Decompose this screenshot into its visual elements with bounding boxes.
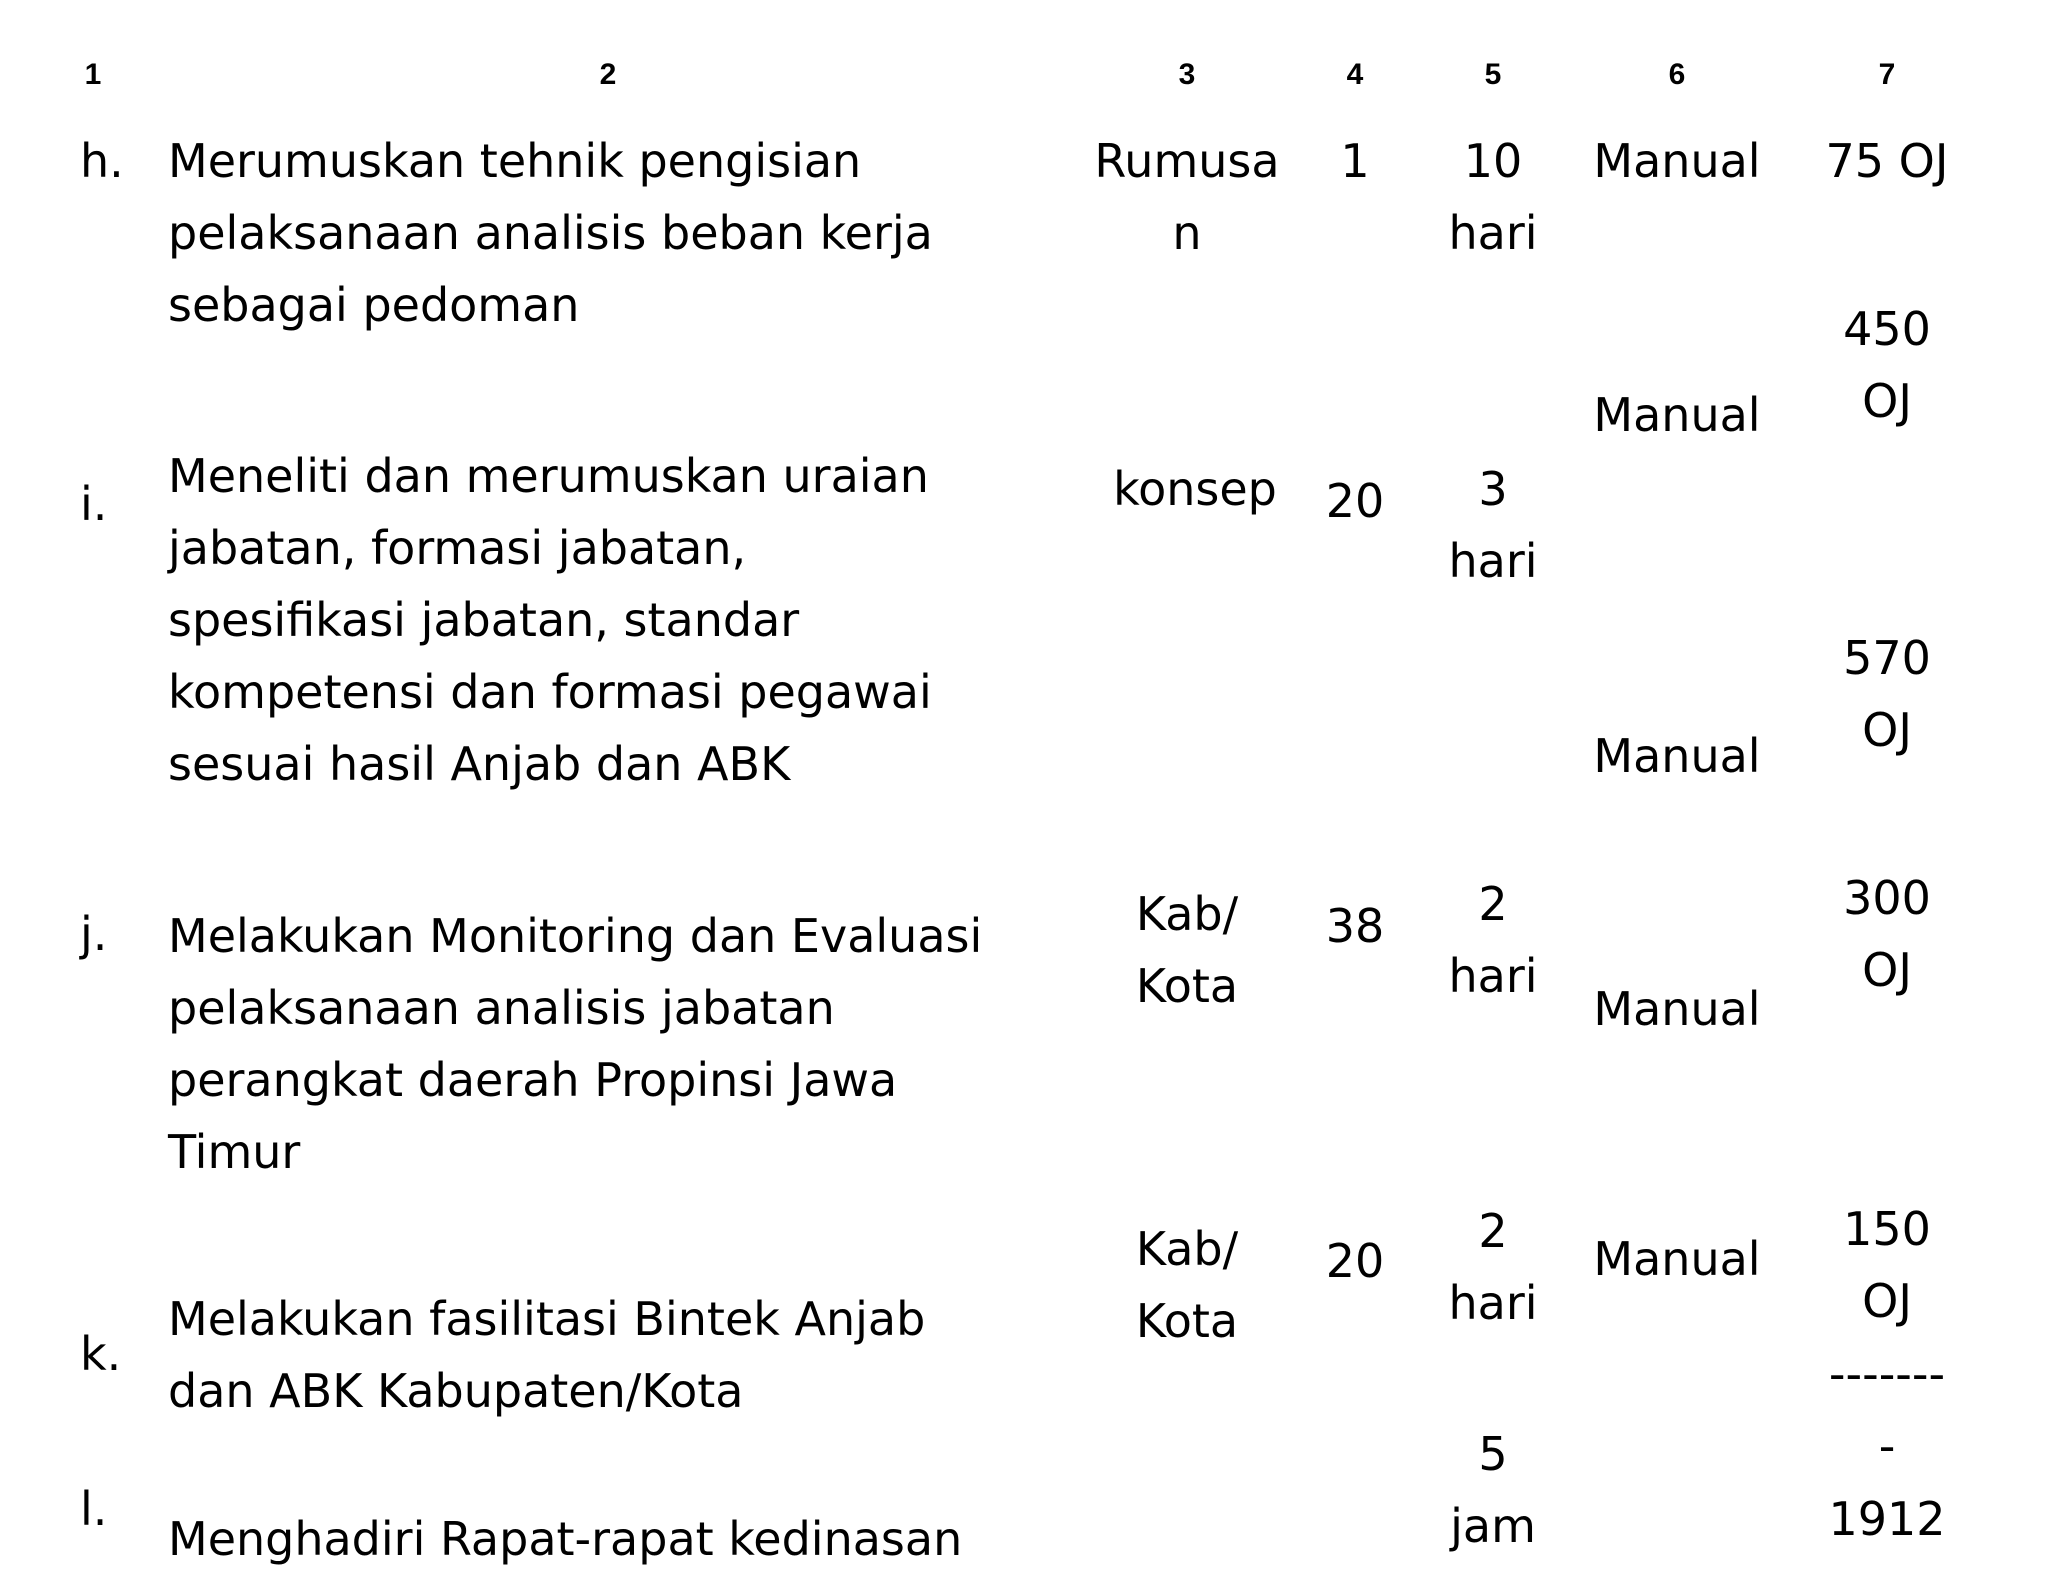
row-h-description: Merumuskan tehnik pengisian pelaksanaan analisis beban kerja sebagai pedoman bbox=[168, 134, 933, 332]
column-header-7: 7 bbox=[1878, 58, 1896, 91]
row-j-method: Manual bbox=[1593, 729, 1761, 783]
grand-total: 1912 bbox=[1828, 1492, 1946, 1546]
column-header-6: 6 bbox=[1668, 58, 1686, 91]
column-header-3: 3 bbox=[1178, 58, 1196, 91]
row-k-total: 300 OJ bbox=[1843, 871, 1931, 997]
row-l-total: 150 OJ bbox=[1843, 1202, 1931, 1328]
column-header-4: 4 bbox=[1346, 58, 1364, 91]
total-separator: ------- - bbox=[1828, 1347, 1946, 1473]
row-k-volume: 20 bbox=[1325, 1234, 1385, 1288]
column-header-5: 5 bbox=[1484, 58, 1502, 91]
row-k-method: Manual bbox=[1593, 982, 1761, 1036]
column-header-1: 1 bbox=[84, 58, 102, 91]
row-l-description: Menghadiri Rapat-rapat kedinasan bbox=[168, 1512, 963, 1566]
row-j-total: 570 OJ bbox=[1843, 631, 1931, 757]
row-h-output: Rumusa n bbox=[1094, 134, 1280, 260]
row-i-time: 3 hari bbox=[1448, 462, 1538, 588]
row-k-description: Melakukan fasilitasi Bintek Anjab dan ABK Kabupaten/Kota bbox=[168, 1292, 926, 1418]
row-h-method: Manual bbox=[1593, 134, 1761, 188]
row-j-description: Melakukan Monitoring dan Evaluasi pelaksanaan analisis jabatan perangkat daerah Propinsi Jawa Timur bbox=[168, 909, 983, 1179]
row-k-output: Kab/ Kota bbox=[1135, 1222, 1239, 1348]
row-i-output: konsep bbox=[1113, 462, 1277, 516]
row-i-label: i. bbox=[80, 477, 108, 531]
row-i-method: Manual bbox=[1593, 388, 1761, 442]
row-i-volume: 20 bbox=[1325, 474, 1385, 528]
row-h-label: h. bbox=[80, 134, 124, 188]
row-l-label: l. bbox=[80, 1482, 108, 1536]
row-h-time: 10 hari bbox=[1448, 134, 1538, 260]
row-i-description: Meneliti dan merumuskan uraian jabatan, formasi jabatan, spesifikasi jabatan, standar kompetensi dan formasi pegawai sesuai hasil Anjab dan ABK bbox=[168, 449, 932, 791]
row-k-time: 2 hari bbox=[1448, 1204, 1538, 1330]
row-l-time: 5 jam bbox=[1450, 1427, 1536, 1553]
row-i-total: 450 OJ bbox=[1843, 302, 1931, 428]
row-l-method: Manual bbox=[1593, 1232, 1761, 1286]
row-j-output: Kab/ Kota bbox=[1135, 887, 1239, 1013]
row-j-time: 2 hari bbox=[1448, 877, 1538, 1003]
row-j-label: j. bbox=[80, 907, 108, 961]
row-h-volume: 1 bbox=[1340, 134, 1370, 188]
row-k-label: k. bbox=[80, 1327, 122, 1381]
column-header-2: 2 bbox=[599, 58, 617, 91]
row-h-total: 75 OJ bbox=[1825, 134, 1949, 188]
row-j-volume: 38 bbox=[1325, 899, 1385, 953]
